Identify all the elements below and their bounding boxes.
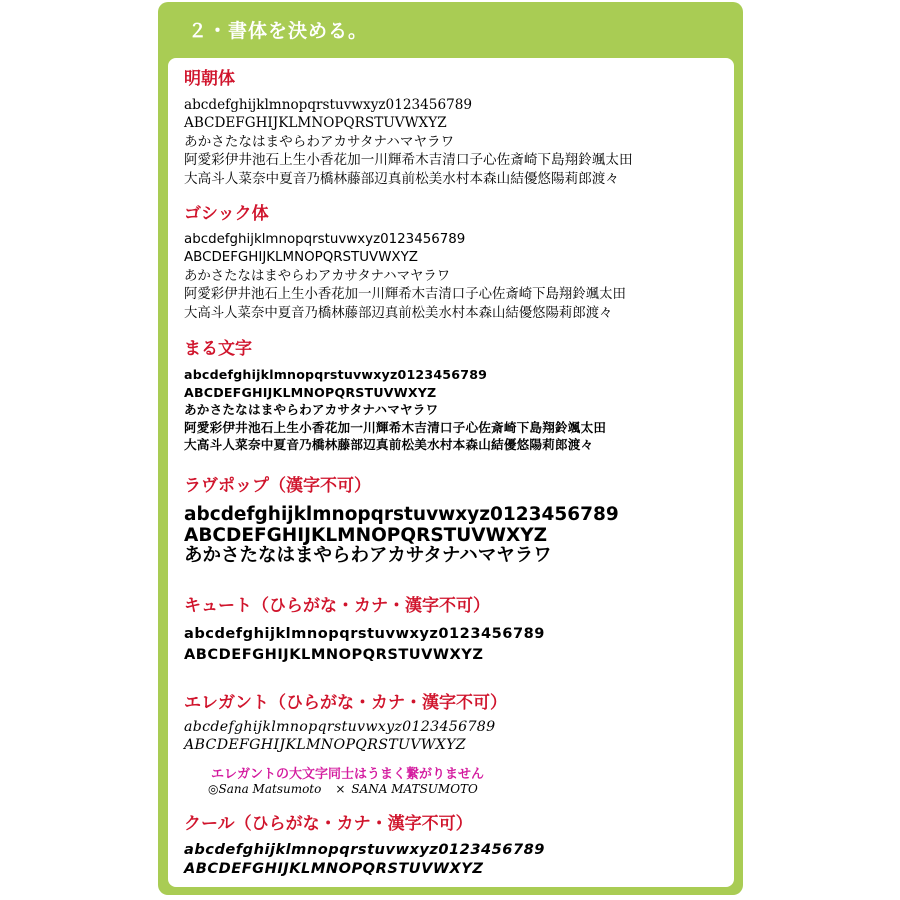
- section-title-elegant: エレガント（ひらがな・カナ・漢字不可）: [184, 693, 507, 713]
- sample-kana: あかさたなはまやらわアカサタナハマヤラワ: [184, 133, 455, 150]
- sample-uppercase: ABCDEFGHIJKLMNOPQRSTUVWXYZ: [184, 524, 548, 546]
- sample-kana: あかさたなはまやらわアカサタナハマヤラワ: [184, 545, 552, 566]
- sample-lowercase: abcdefghijklmnopqrstuvwxyz0123456789: [184, 367, 488, 382]
- sample-lowercase: abcdefghijklmnopqrstuvwxyz0123456789: [184, 232, 466, 247]
- section-mincho: [184, 68, 633, 188]
- section-cool: [184, 813, 545, 878]
- sample-lowercase: abcdefghijklmnopqrstuvwxyz0123456789: [184, 97, 473, 113]
- section-title-maru: まる文字: [184, 339, 252, 359]
- sample-kana: あかさたなはまやらわアカサタナハマヤラワ: [184, 402, 439, 418]
- elegant-uppercase-note: エレガントの大文字同士はうまく繋がりません: [211, 767, 485, 782]
- bad-mark-icon: ×: [335, 782, 346, 796]
- bad-example: SANA MATSUMOTO: [351, 782, 478, 796]
- step-header: ２・書体を決める。: [188, 20, 369, 42]
- section-title-gothic: ゴシック体: [184, 204, 269, 224]
- sample-uppercase: ABCDEFGHIJKLMNOPQRSTUVWXYZ: [184, 115, 447, 132]
- section-maru: [184, 338, 606, 454]
- font-samples-card: [168, 58, 734, 887]
- sample-kanji-2: 大高斗人菜奈中夏音乃橋林藤部辺真前松美水村本森山結優悠陽莉郎渡々: [184, 437, 594, 453]
- section-elegant: [184, 692, 507, 754]
- sample-kanji-2: 大高斗人菜奈中夏音乃橋林藤部辺真前松美水村本森山結優悠陽莉郎渡々: [184, 305, 613, 321]
- sample-kanji-1: 阿愛彩伊井池石上生小香花加一川輝希木吉清口子心佐斎崎下島翔鈴颯太田: [184, 419, 607, 435]
- sample-uppercase: ABCDEFGHIJKLMNOPQRSTUVWXYZ: [184, 737, 466, 753]
- section-gothic: [184, 203, 626, 323]
- sample-lowercase: abcdefghijklmnopqrstuvwxyz0123456789: [184, 504, 619, 525]
- font-selection-panel: [158, 2, 743, 895]
- good-example: Sana Matsumoto: [218, 782, 322, 796]
- sample-kanji-1: 阿愛彩伊井池石上生小香花加一川輝希木吉清口子心佐斎崎下島翔鈴颯太田: [184, 287, 626, 303]
- section-lovepop: [184, 475, 619, 567]
- section-title-cute: キュート（ひらがな・カナ・漢字不可）: [184, 596, 490, 616]
- sample-uppercase: ABCDEFGHIJKLMNOPQRSTUVWXYZ: [184, 384, 437, 400]
- section-title-lovepop: ラヴポップ（漢字不可）: [184, 476, 371, 496]
- sample-lowercase: abcdefghijklmnopqrstuvwxyz0123456789: [184, 719, 496, 735]
- sample-kanji-1: 阿愛彩伊井池石上生小香花加一川輝希木吉清口子心佐斎崎下島翔鈴颯太田: [184, 152, 633, 169]
- good-mark-icon: ◎: [208, 782, 219, 796]
- sample-uppercase: ABCDEFGHIJKLMNOPQRSTUVWXYZ: [184, 646, 484, 663]
- section-title-cool: クール（ひらがな・カナ・漢字不可）: [184, 814, 473, 834]
- section-cute: [184, 595, 545, 665]
- sample-lowercase: abcdefghijklmnopqrstuvwxyz0123456789: [184, 841, 545, 858]
- section-title-mincho: 明朝体: [184, 69, 235, 89]
- sample-uppercase: ABCDEFGHIJKLMNOPQRSTUVWXYZ: [184, 860, 484, 877]
- elegant-name-example: [208, 782, 478, 796]
- sample-lowercase: abcdefghijklmnopqrstuvwxyz0123456789: [184, 625, 545, 642]
- sample-kanji-2: 大高斗人菜奈中夏音乃橋林藤部辺真前松美水村本森山結優悠陽莉郎渡々: [184, 170, 619, 187]
- sample-kana: あかさたなはまやらわアカサタナハマヤラワ: [184, 268, 451, 284]
- sample-uppercase: ABCDEFGHIJKLMNOPQRSTUVWXYZ: [184, 250, 418, 266]
